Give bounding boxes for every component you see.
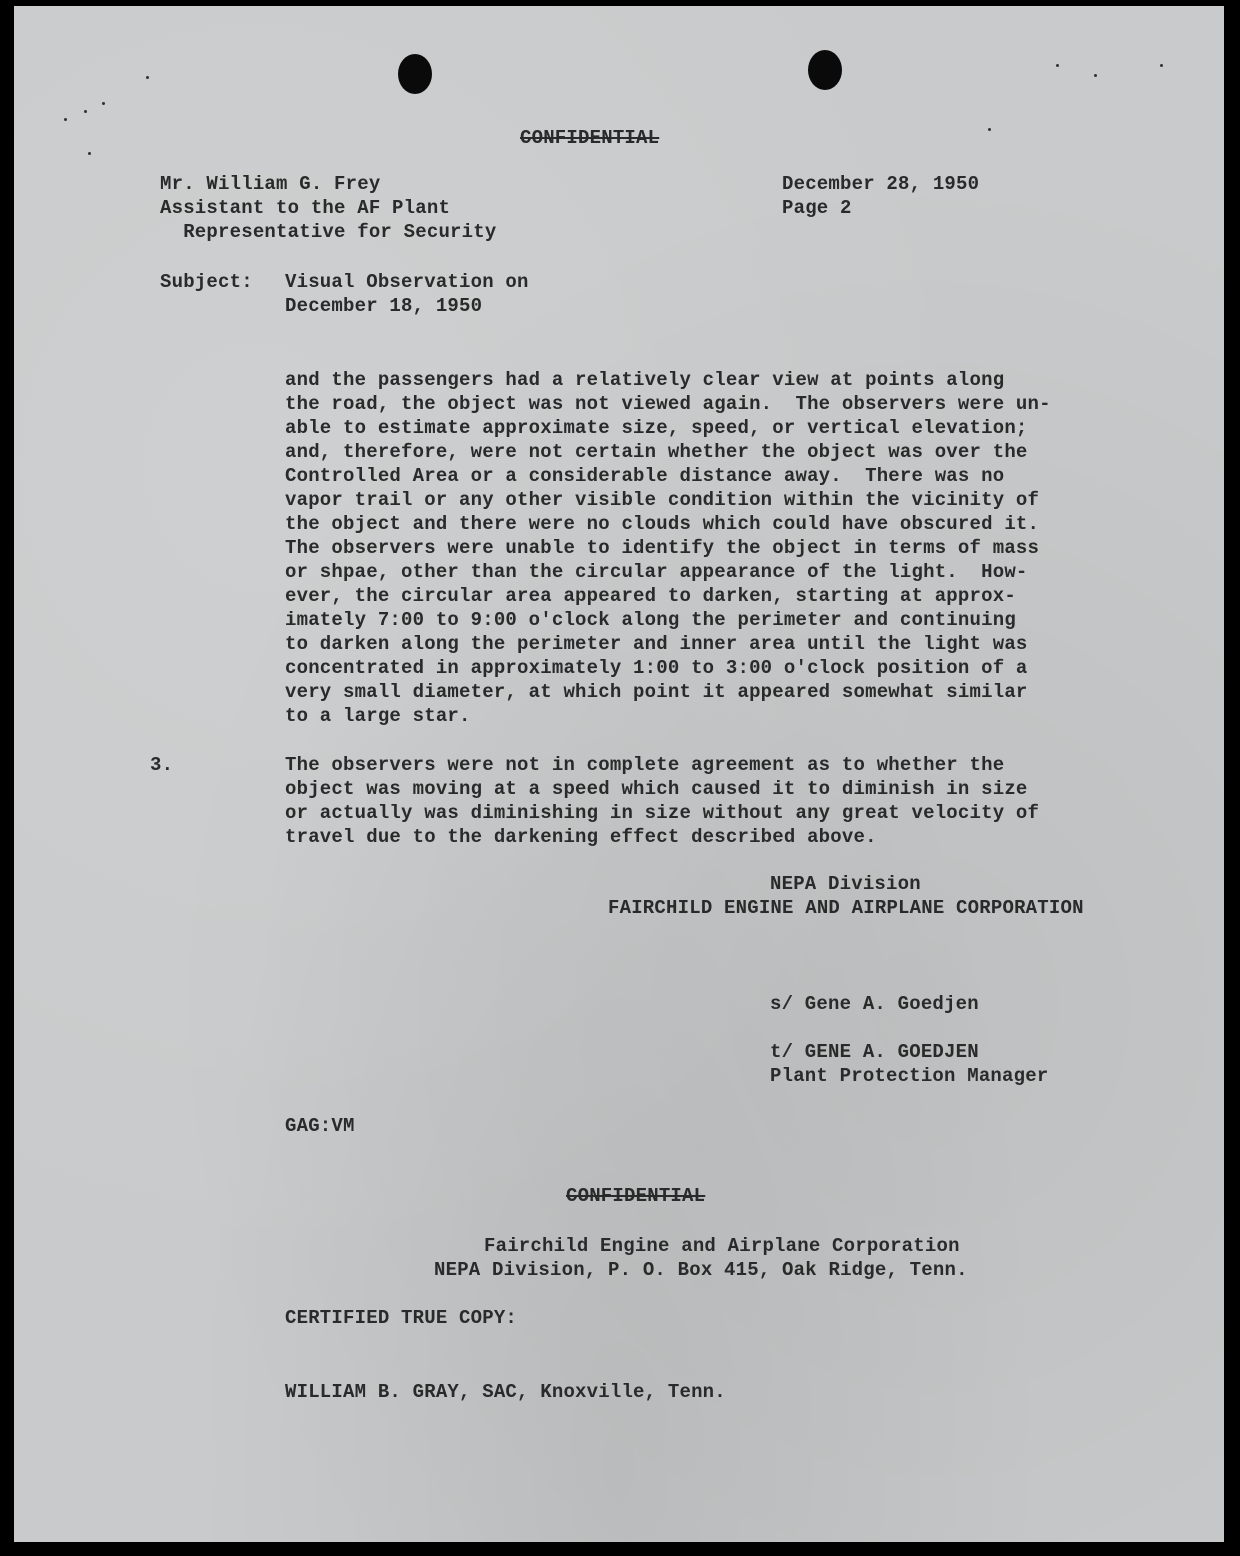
speck xyxy=(64,118,67,121)
signer-title: Plant Protection Manager xyxy=(770,1065,1049,1087)
speck xyxy=(88,152,91,155)
body-line: to a large star. xyxy=(285,705,471,727)
body-line: The observers were not in complete agreement as to whether the xyxy=(285,754,1005,776)
classification-bottom: CONFIDENTIAL xyxy=(566,1185,706,1207)
body-line: travel due to the darkening effect described above. xyxy=(285,826,877,848)
classification-top: CONFIDENTIAL xyxy=(520,127,660,149)
speck xyxy=(988,128,991,131)
body-line: The observers were unable to identify the object in terms of mass xyxy=(285,537,1040,559)
body-line: imately 7:00 to 9:00 o'clock along the perimeter and continuing xyxy=(285,609,1016,631)
certified-label: CERTIFIED TRUE COPY: xyxy=(285,1307,518,1329)
page-number: Page 2 xyxy=(782,197,852,219)
body-line: ever, the circular area appeared to darken, starting at approx- xyxy=(285,585,1016,607)
body-line: or shpae, other than the circular appearance of the light. How- xyxy=(285,561,1028,583)
typist-initials: GAG:VM xyxy=(285,1115,355,1137)
body-line: or actually was diminishing in size without any great velocity of xyxy=(285,802,1040,824)
item-number: 3. xyxy=(150,754,174,776)
subject-line: December 18, 1950 xyxy=(285,295,483,317)
footer-company: Fairchild Engine and Airplane Corporation xyxy=(484,1235,960,1257)
footer-address: NEPA Division, P. O. Box 415, Oak Ridge, Tenn. xyxy=(434,1259,968,1281)
body-line: and the passengers had a relatively clear view at points along xyxy=(285,369,1005,391)
addressee-block xyxy=(160,172,496,244)
certifier-line: WILLIAM B. GRAY, SAC, Knoxville, Tenn. xyxy=(285,1381,726,1403)
speck xyxy=(84,110,87,113)
subject-label: Subject: xyxy=(160,271,253,293)
addressee-line: Mr. William G. Frey xyxy=(160,173,381,195)
date-block xyxy=(782,172,979,220)
document-page xyxy=(14,6,1224,1542)
body-line: the road, the object was not viewed again. The observers were un- xyxy=(285,393,1051,415)
body-line: and, therefore, were not certain whether the object was over the xyxy=(285,441,1028,463)
addressee-line: Representative for Security xyxy=(160,221,497,243)
body-line: very small diameter, at which point it appeared somewhat similar xyxy=(285,681,1028,703)
signed-name: s/ Gene A. Goedjen xyxy=(770,993,979,1015)
body-line: Controlled Area or a considerable distance away. There was no xyxy=(285,465,1005,487)
body-line: the object and there were no clouds which could have obscured it. xyxy=(285,513,1040,535)
punch-hole-right xyxy=(808,50,842,90)
typed-name: t/ GENE A. GOEDJEN xyxy=(770,1041,979,1063)
item-paragraph xyxy=(285,753,1039,849)
body-line: concentrated in approximately 1:00 to 3:00 o'clock position of a xyxy=(285,657,1028,679)
punch-hole-left xyxy=(398,54,432,94)
body-line: vapor trail or any other visible condition within the vicinity of xyxy=(285,489,1040,511)
typed-signature-block xyxy=(770,1040,1048,1088)
body-line: to darken along the perimeter and inner area until the light was xyxy=(285,633,1028,655)
body-line: able to estimate approximate size, speed, or vertical elevation; xyxy=(285,417,1028,439)
body-paragraph xyxy=(285,368,1051,728)
subject-line: Visual Observation on xyxy=(285,271,529,293)
speck xyxy=(1160,64,1163,67)
speck xyxy=(102,102,105,105)
speck xyxy=(146,76,149,79)
speck xyxy=(1056,64,1059,67)
subject-block xyxy=(285,270,529,318)
signature-division: NEPA Division xyxy=(770,873,921,895)
letter-date: December 28, 1950 xyxy=(782,173,980,195)
signature-company: FAIRCHILD ENGINE AND AIRPLANE CORPORATION xyxy=(608,897,1084,919)
addressee-line: Assistant to the AF Plant xyxy=(160,197,451,219)
speck xyxy=(1094,74,1097,77)
body-line: object was moving at a speed which caused it to diminish in size xyxy=(285,778,1028,800)
